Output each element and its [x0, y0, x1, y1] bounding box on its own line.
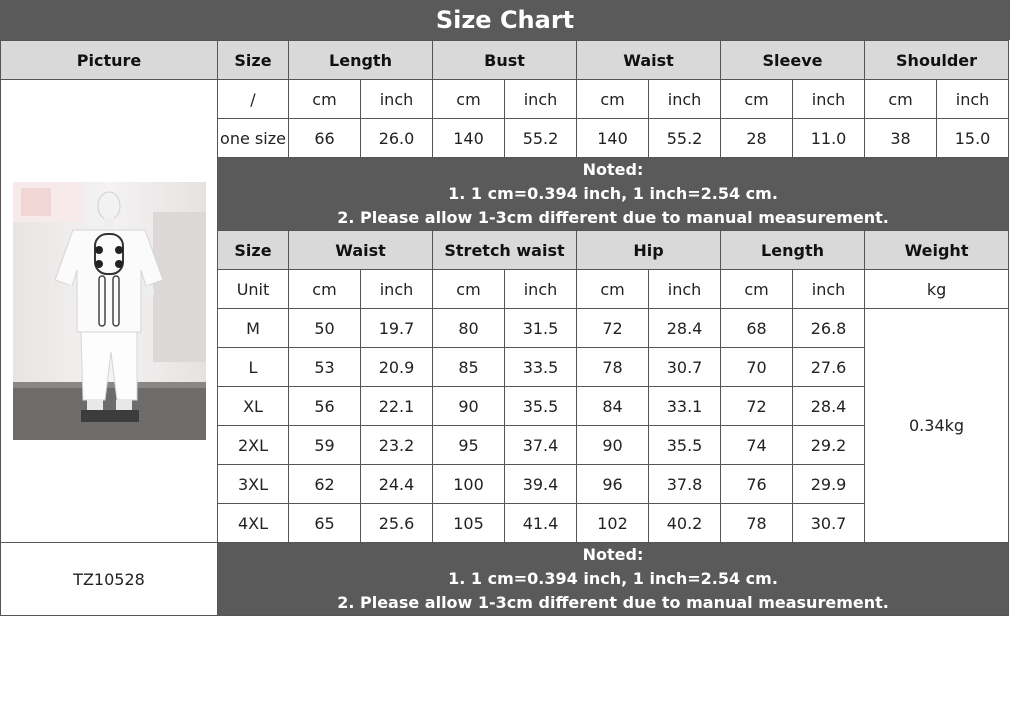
unit-cell: inch — [793, 270, 865, 309]
value-cell: 40.2 — [649, 504, 721, 543]
value-cell: 23.2 — [361, 426, 433, 465]
value-cell: 11.0 — [793, 119, 865, 158]
upper-unit-row — [1, 80, 1009, 119]
unit-size-label: / — [218, 80, 289, 119]
product-code: TZ10528 — [1, 543, 218, 616]
note-line-1: 1. 1 cm=0.394 inch, 1 inch=2.54 cm. — [448, 184, 778, 203]
value-cell: 96 — [577, 465, 649, 504]
unit-cell: inch — [793, 80, 865, 119]
value-cell: 95 — [433, 426, 505, 465]
note-heading: Noted: — [582, 545, 644, 564]
header-picture: Picture — [1, 41, 218, 80]
unit-cell: cm — [721, 270, 793, 309]
header-size: Size — [218, 41, 289, 80]
unit-cell: cm — [577, 270, 649, 309]
header-hip: Hip — [577, 231, 721, 270]
value-cell: 22.1 — [361, 387, 433, 426]
header-waist: Waist — [577, 41, 721, 80]
upper-header-row — [1, 41, 1009, 80]
unit-cell: cm — [289, 270, 361, 309]
value-cell: 37.4 — [505, 426, 577, 465]
note-line-1: 1. 1 cm=0.394 inch, 1 inch=2.54 cm. — [448, 569, 778, 588]
value-cell: 78 — [577, 348, 649, 387]
value-cell: 28.4 — [649, 309, 721, 348]
note-line-2: 2. Please allow 1-3cm different due to manual measurement. — [337, 208, 889, 227]
note-block-lower — [218, 543, 1009, 616]
value-cell: 53 — [289, 348, 361, 387]
value-cell: 50 — [289, 309, 361, 348]
value-cell: 76 — [721, 465, 793, 504]
value-cell: 41.4 — [505, 504, 577, 543]
value-cell: 30.7 — [793, 504, 865, 543]
unit-cell: cm — [433, 270, 505, 309]
note-block-upper — [218, 158, 1009, 231]
value-cell: 70 — [721, 348, 793, 387]
header-bust: Bust — [433, 41, 577, 80]
value-cell: 20.9 — [361, 348, 433, 387]
value-cell: 140 — [433, 119, 505, 158]
size-label: L — [218, 348, 289, 387]
unit-cell: inch — [361, 270, 433, 309]
value-cell: 15.0 — [937, 119, 1009, 158]
value-cell: 33.5 — [505, 348, 577, 387]
size-label: XL — [218, 387, 289, 426]
value-cell: 38 — [865, 119, 937, 158]
value-cell: 90 — [433, 387, 505, 426]
header-size: Size — [218, 231, 289, 270]
value-cell: 72 — [721, 387, 793, 426]
size-label: 2XL — [218, 426, 289, 465]
size-chart-title: Size Chart — [0, 0, 1010, 40]
size-label: M — [218, 309, 289, 348]
unit-cell: cm — [721, 80, 793, 119]
value-cell: 35.5 — [505, 387, 577, 426]
value-cell: 66 — [289, 119, 361, 158]
value-cell: 90 — [577, 426, 649, 465]
unit-cell: inch — [937, 80, 1009, 119]
value-cell: 105 — [433, 504, 505, 543]
header-length: Length — [721, 231, 865, 270]
value-cell: 62 — [289, 465, 361, 504]
value-cell: 65 — [289, 504, 361, 543]
value-cell: 19.7 — [361, 309, 433, 348]
product-picture-cell — [1, 80, 218, 543]
unit-cell: inch — [505, 80, 577, 119]
value-cell: 28 — [721, 119, 793, 158]
header-weight: Weight — [865, 231, 1009, 270]
value-cell: 84 — [577, 387, 649, 426]
size-chart-table — [0, 40, 1009, 616]
value-cell: 68 — [721, 309, 793, 348]
value-cell: 33.1 — [649, 387, 721, 426]
weight-value-cell: 0.34kg — [865, 309, 1009, 543]
unit-cell: cm — [577, 80, 649, 119]
value-cell: 80 — [433, 309, 505, 348]
mannequin-outfit-photo-icon — [13, 182, 206, 440]
value-cell: 28.4 — [793, 387, 865, 426]
value-cell: 37.8 — [649, 465, 721, 504]
value-cell: 100 — [433, 465, 505, 504]
header-length: Length — [289, 41, 433, 80]
unit-cell: cm — [433, 80, 505, 119]
value-cell: 85 — [433, 348, 505, 387]
note-heading: Noted: — [582, 160, 644, 179]
value-cell: 27.6 — [793, 348, 865, 387]
unit-cell: inch — [649, 270, 721, 309]
header-sleeve: Sleeve — [721, 41, 865, 80]
weight-unit-cell: kg — [865, 270, 1009, 309]
value-cell: 25.6 — [361, 504, 433, 543]
unit-cell: cm — [865, 80, 937, 119]
size-label: one size — [218, 119, 289, 158]
size-label: 3XL — [218, 465, 289, 504]
unit-cell: inch — [361, 80, 433, 119]
unit-cell: inch — [505, 270, 577, 309]
value-cell: 35.5 — [649, 426, 721, 465]
value-cell: 26.8 — [793, 309, 865, 348]
value-cell: 56 — [289, 387, 361, 426]
header-shoulder: Shoulder — [865, 41, 1009, 80]
value-cell: 26.0 — [361, 119, 433, 158]
value-cell: 72 — [577, 309, 649, 348]
value-cell: 29.2 — [793, 426, 865, 465]
note-line-2: 2. Please allow 1-3cm different due to manual measurement. — [337, 593, 889, 612]
unit-cell: cm — [289, 80, 361, 119]
unit-size-label: Unit — [218, 270, 289, 309]
value-cell: 29.9 — [793, 465, 865, 504]
value-cell: 59 — [289, 426, 361, 465]
value-cell: 39.4 — [505, 465, 577, 504]
value-cell: 55.2 — [505, 119, 577, 158]
unit-cell: inch — [649, 80, 721, 119]
value-cell: 30.7 — [649, 348, 721, 387]
value-cell: 24.4 — [361, 465, 433, 504]
size-label: 4XL — [218, 504, 289, 543]
header-waist: Waist — [289, 231, 433, 270]
value-cell: 31.5 — [505, 309, 577, 348]
value-cell: 140 — [577, 119, 649, 158]
value-cell: 74 — [721, 426, 793, 465]
value-cell: 55.2 — [649, 119, 721, 158]
header-stretch-waist: Stretch waist — [433, 231, 577, 270]
value-cell: 102 — [577, 504, 649, 543]
value-cell: 78 — [721, 504, 793, 543]
